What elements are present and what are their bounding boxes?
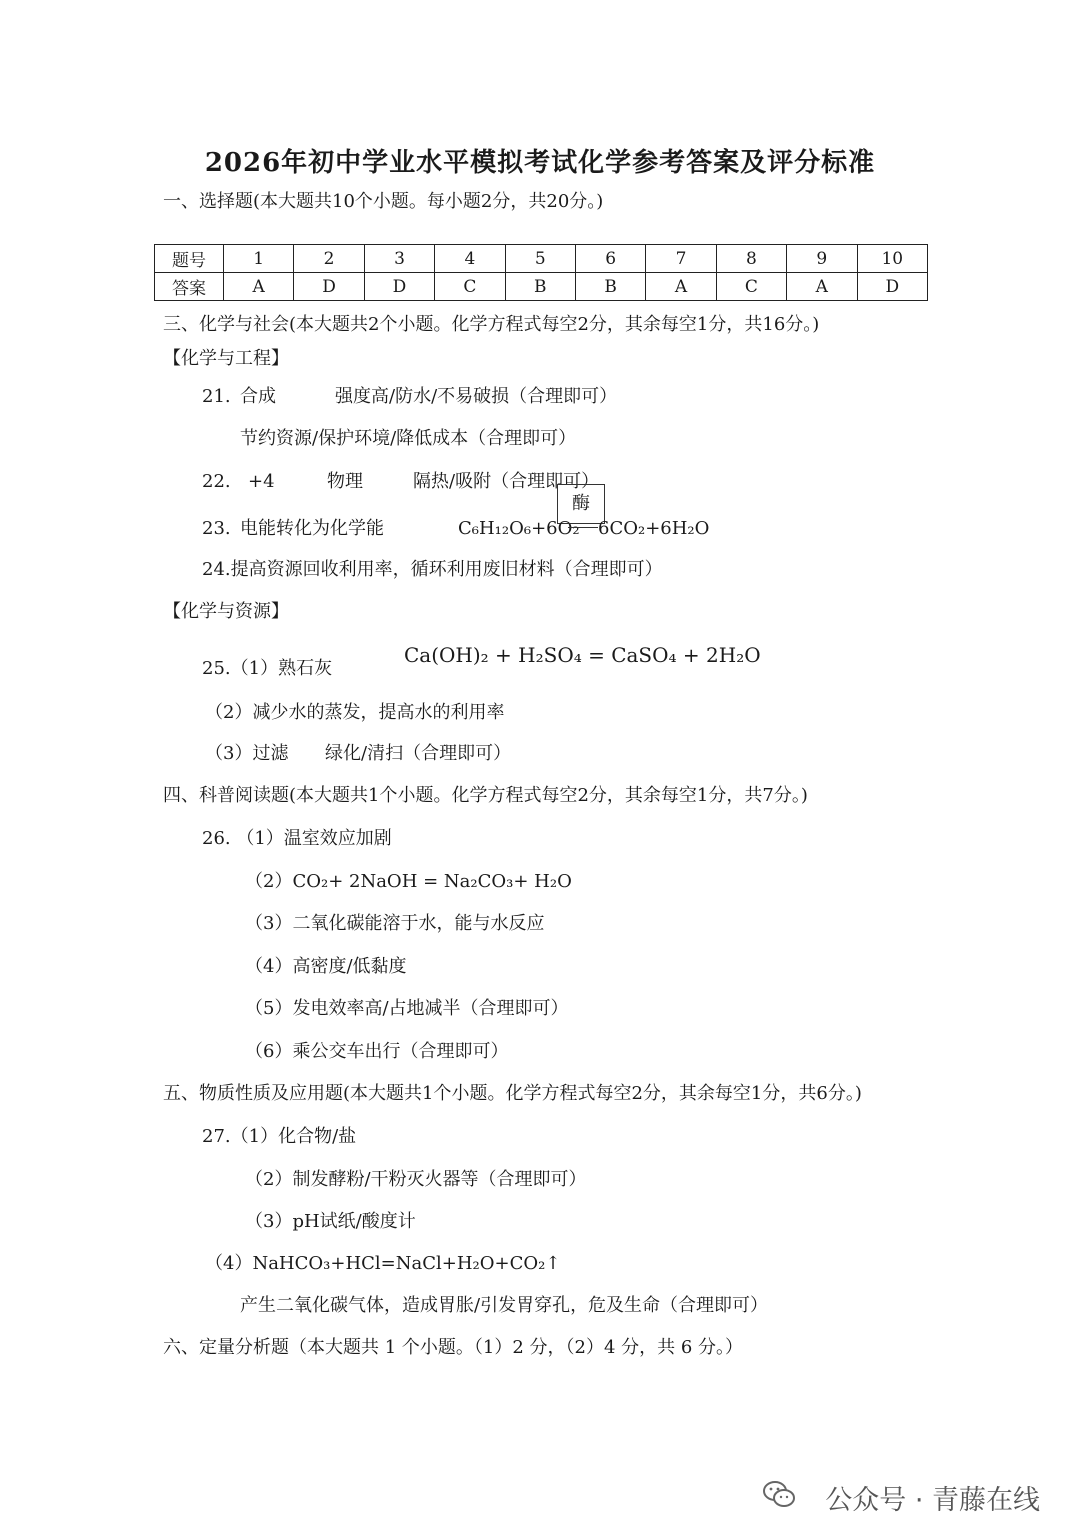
table-cell: A <box>787 273 857 301</box>
q26-part2: （2）CO₂+ 2NaOH = Na₂CO₃+ H₂O <box>245 871 572 892</box>
q21-answer-a: 合成 <box>240 386 276 407</box>
table-header-cell: 题号 <box>155 245 224 273</box>
section-3-heading: 三、化学与社会(本大题共2个小题。化学方程式每空2分，其余每空1分，共16分。) <box>163 314 820 335</box>
table-cell: 8 <box>716 245 786 273</box>
table-cell: 2 <box>294 245 364 273</box>
answer-table <box>154 244 928 301</box>
table-cell: 6 <box>575 245 645 273</box>
table-cell: 3 <box>364 245 434 273</box>
q26-part3: （3）二氧化碳能溶于水，能与水反应 <box>245 913 545 934</box>
table-cell: B <box>575 273 645 301</box>
q26-part1: 26. （1）温室效应加剧 <box>202 828 392 849</box>
q25-part3-a: （3）过滤 <box>205 743 289 764</box>
q24-answer: 24.提高资源回收利用率，循环利用废旧材料（合理即可） <box>202 559 663 580</box>
table-cell: C <box>716 273 786 301</box>
table-cell: D <box>294 273 364 301</box>
q27-part2: （2）制发酵粉/干粉灭火器等（合理即可） <box>245 1169 587 1190</box>
q26-part4: （4）高密度/低黏度 <box>245 956 407 977</box>
q26-part6: （6）乘公交车出行（合理即可） <box>245 1041 509 1062</box>
table-header-cell: 答案 <box>155 273 224 301</box>
table-cell: D <box>857 273 927 301</box>
enzyme-condition-box: 酶 <box>557 484 605 524</box>
table-cell: B <box>505 273 575 301</box>
q26-part5: （5）发电效率高/占地减半（合理即可） <box>245 998 569 1019</box>
q27-part4: （4）NaHCO₃+HCl=NaCl+H₂O+CO₂↑ <box>205 1253 561 1274</box>
q23-num: 23. <box>202 518 231 539</box>
table-cell: 10 <box>857 245 927 273</box>
table-cell: 5 <box>505 245 575 273</box>
table-cell: 1 <box>224 245 294 273</box>
wechat-icon <box>762 1480 796 1508</box>
q23-answer-a: 电能转化为化学能 <box>240 518 384 539</box>
q25-part2: （2）减少水的蒸发，提高水的利用率 <box>205 702 505 723</box>
table-cell: A <box>646 273 716 301</box>
section-5-heading: 五、物质性质及应用题(本大题共1个小题。化学方程式每空2分，其余每空1分，共6分。) <box>163 1083 862 1104</box>
q27-part5: 产生二氧化碳气体，造成胃胀/引发胃穿孔，危及生命（合理即可） <box>240 1295 769 1316</box>
q27-part3: （3）pH试纸/酸度计 <box>245 1211 416 1232</box>
subheading-resources: 【化学与资源】 <box>163 601 289 622</box>
q22-num: 22. <box>202 471 231 492</box>
q25-part1: 25.（1）熟石灰 <box>202 658 333 679</box>
q22-answer-b: 物理 <box>327 471 363 492</box>
page-title: 2026年初中学业水平模拟考试化学参考答案及评分标准 <box>204 148 876 178</box>
section-6-heading: 六、定量分析题（本大题共 1 个小题。（1）2 分，（2）4 分，共 6 分。） <box>163 1337 744 1358</box>
q21-answer-c: 节约资源/保护环境/降低成本（合理即可） <box>240 428 577 449</box>
q25-part3-b: 绿化/清扫（合理即可） <box>325 743 512 764</box>
q21-num: 21. <box>202 386 231 407</box>
subheading-engineering: 【化学与工程】 <box>163 348 289 369</box>
q22-answer-a: +4 <box>248 471 275 492</box>
q21-answer-b: 强度高/防水/不易破损（合理即可） <box>335 386 618 407</box>
q25-equation: Ca(OH)₂ + H₂SO₄ = CaSO₄ + 2H₂O <box>404 643 761 667</box>
table-cell: D <box>364 273 434 301</box>
q27-part1: 27.（1）化合物/盐 <box>202 1126 357 1147</box>
q23-equation-left: C₆H₁₂O₆+6O₂ <box>458 518 580 539</box>
table-cell: 7 <box>646 245 716 273</box>
equation-line <box>568 523 598 524</box>
watermark: 公众号 · 青藤在线 <box>825 1485 1040 1516</box>
table-row <box>155 245 928 273</box>
table-cell: 9 <box>787 245 857 273</box>
table-row <box>155 273 928 301</box>
table-cell: A <box>224 273 294 301</box>
q22-answer-c: 隔热/吸附（合理即可） <box>413 471 600 492</box>
section-4-heading: 四、科普阅读题(本大题共1个小题。化学方程式每空2分，其余每空1分，共7分。) <box>163 785 808 806</box>
q23-equation-right: 6CO₂+6H₂O <box>598 518 710 539</box>
section-1-heading: 一、选择题(本大题共10个小题。每小题2分，共20分。) <box>163 191 604 212</box>
equation-line <box>568 527 598 528</box>
table-cell: C <box>435 273 505 301</box>
table-cell: 4 <box>435 245 505 273</box>
